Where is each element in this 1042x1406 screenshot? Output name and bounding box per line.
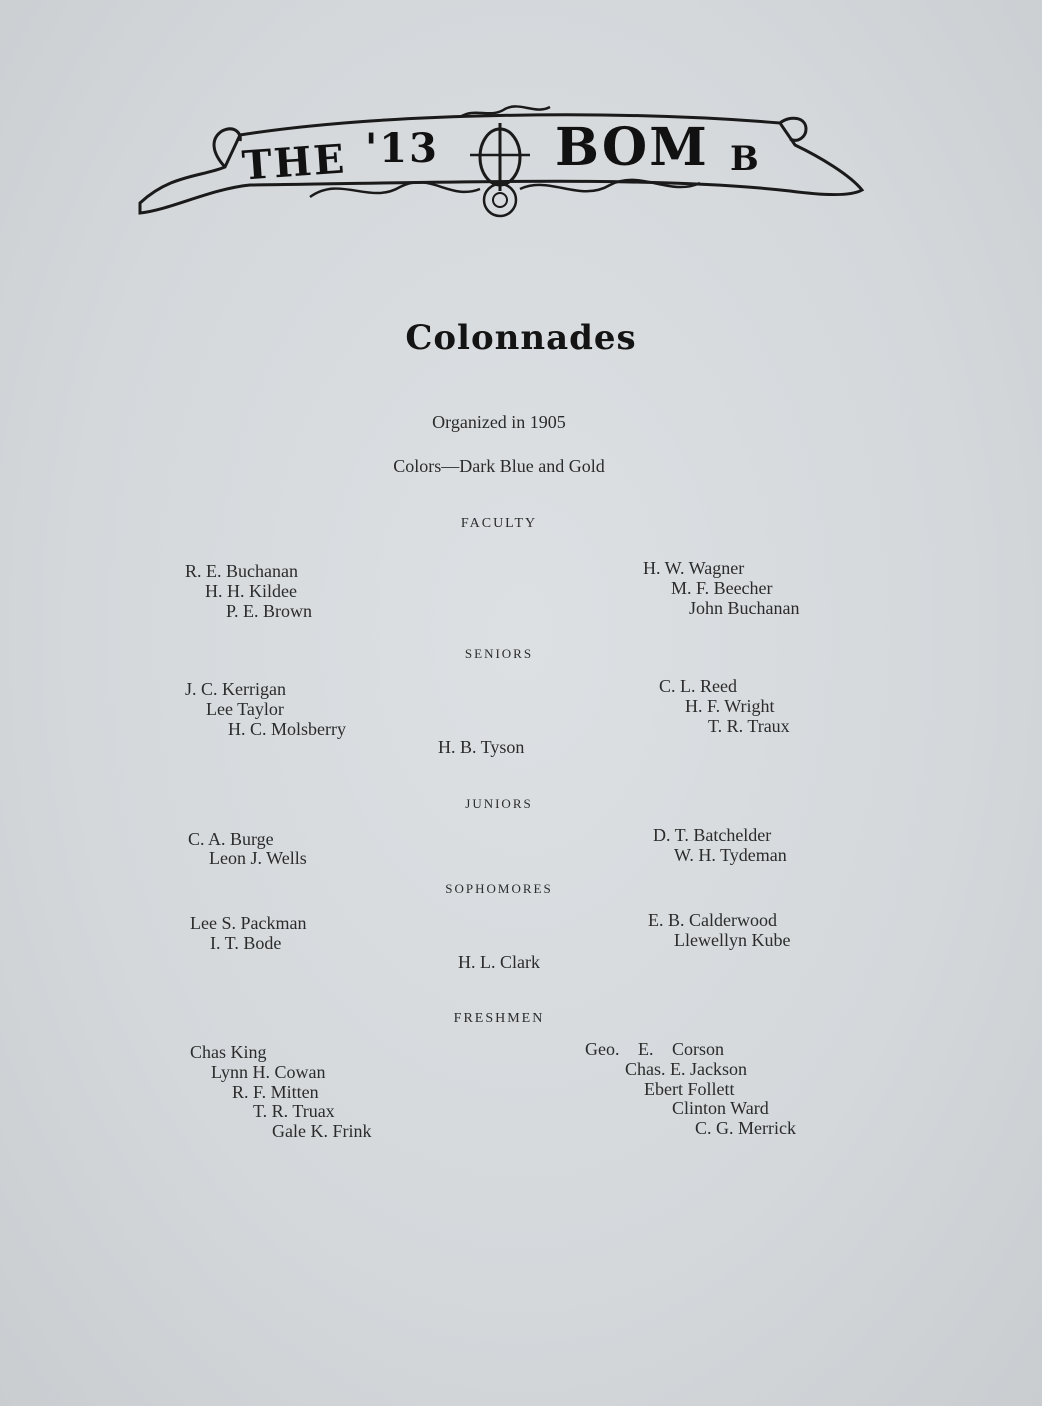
sophomores-left-name: Lee S. Packman — [190, 913, 307, 933]
freshmen-right-name: Geo. E. Corson — [585, 1039, 724, 1059]
freshmen-right-name: C. G. Merrick — [695, 1118, 796, 1138]
freshmen-left-name: T. R. Truax — [253, 1101, 335, 1121]
banner-year: '13 — [365, 125, 439, 172]
page-title: Colonnades — [405, 318, 637, 358]
banner-bomb-end: B — [730, 139, 761, 179]
seniors-heading: SENIORS — [464, 646, 534, 661]
sophomores-center-name: H. L. Clark — [458, 952, 540, 972]
faculty-left-name: P. E. Brown — [226, 601, 313, 621]
seniors-right-name: C. L. Reed — [659, 676, 737, 696]
juniors-left-name: C. A. Burge — [188, 829, 274, 849]
seniors-right-name: T. R. Traux — [708, 716, 790, 736]
seniors-center-name: H. B. Tyson — [438, 737, 525, 757]
juniors-right-name: W. H. Tydeman — [674, 845, 787, 865]
juniors-left-name: Leon J. Wells — [209, 848, 307, 868]
sophomores-left-name: I. T. Bode — [210, 933, 282, 953]
seniors-left-name: H. C. Molsberry — [228, 719, 346, 739]
banner-bomb: BOM — [555, 117, 709, 178]
juniors-heading: JUNIORS — [465, 796, 533, 811]
seniors-left-name: J. C. Kerrigan — [185, 679, 286, 699]
faculty-right-name: H. W. Wagner — [643, 558, 745, 578]
faculty-left-name: R. E. Buchanan — [185, 561, 298, 581]
sophomores-right-name: E. B. Calderwood — [648, 910, 777, 930]
freshmen-left-name: R. F. Mitten — [232, 1082, 319, 1102]
bomb-banner — [130, 105, 870, 230]
banner-lettering — [130, 105, 870, 230]
faculty-heading: FACULTY — [460, 516, 538, 531]
sophomores-heading: SOPHOMORES — [445, 881, 553, 896]
colors-line: Colors—Dark Blue and Gold — [393, 456, 605, 476]
freshmen-left-name: Gale K. Frink — [272, 1121, 372, 1141]
seniors-right-name: H. F. Wright — [685, 696, 775, 716]
juniors-right-name: D. T. Batchelder — [653, 825, 772, 845]
organized-line: Organized in 1905 — [432, 412, 566, 432]
banner-the: THE — [240, 135, 348, 190]
freshmen-left-name: Lynn H. Cowan — [211, 1062, 326, 1082]
freshmen-right-name: Clinton Ward — [672, 1098, 769, 1118]
freshmen-heading: FRESHMEN — [453, 1011, 545, 1026]
freshmen-right-name: Chas. E. Jackson — [625, 1059, 747, 1079]
faculty-right-name: M. F. Beecher — [671, 578, 773, 598]
seniors-left-name: Lee Taylor — [206, 699, 284, 719]
sophomores-right-name: Llewellyn Kube — [674, 930, 791, 950]
faculty-left-name: H. H. Kildee — [205, 581, 297, 601]
faculty-right-name: John Buchanan — [689, 598, 800, 618]
freshmen-right-name: Ebert Follett — [644, 1079, 735, 1099]
freshmen-left-name: Chas King — [190, 1042, 267, 1062]
